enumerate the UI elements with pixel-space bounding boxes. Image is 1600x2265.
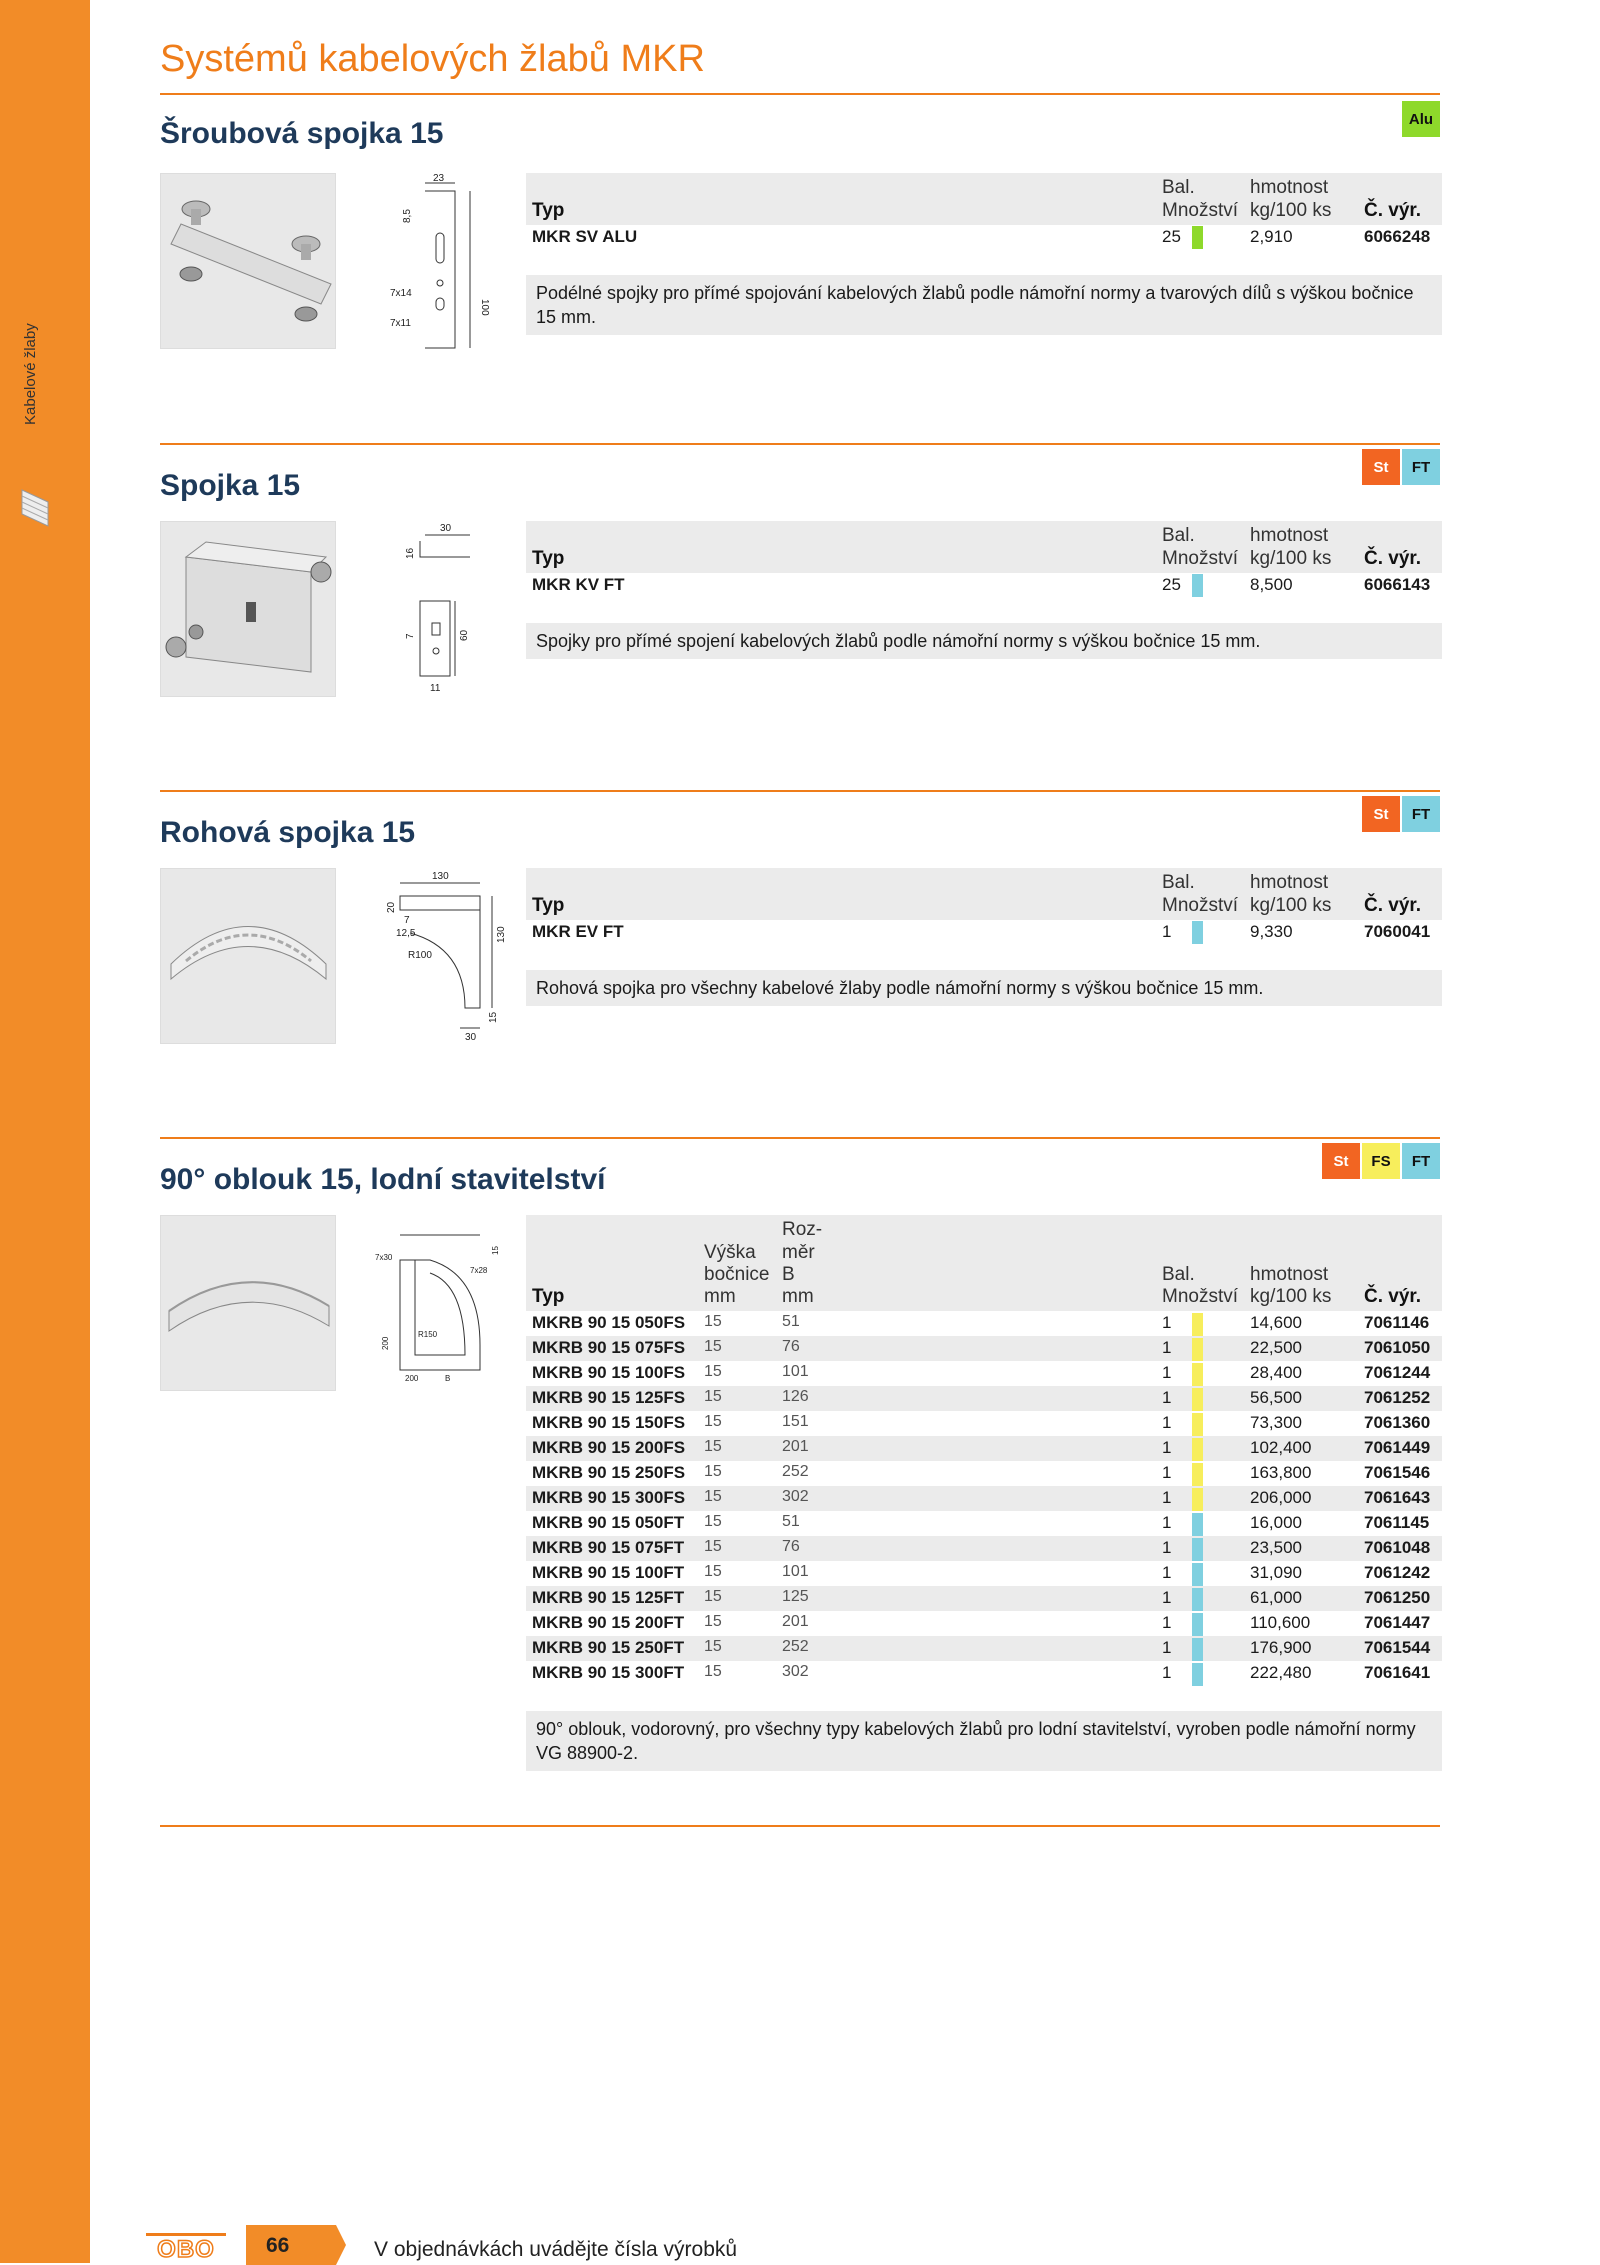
weight-cell: 14,600 (1250, 1313, 1302, 1332)
weight-cell: 61,000 (1250, 1588, 1302, 1607)
pack-cell: 1 (1162, 1538, 1172, 1557)
height-cell: 15 (704, 1438, 722, 1455)
width-cell: 151 (782, 1413, 809, 1430)
article-number-cell: 7061048 (1364, 1538, 1431, 1557)
obo-logo (146, 2233, 226, 2261)
weight-cell: 73,300 (1250, 1413, 1302, 1432)
width-cell: 302 (782, 1663, 809, 1680)
weight-cell: 23,500 (1250, 1538, 1302, 1557)
technical-drawing (360, 868, 510, 1053)
width-cell: 126 (782, 1388, 809, 1405)
pack-cell: 1 (1162, 1363, 1172, 1382)
page-number: 66 (266, 2234, 290, 2257)
width-cell: 76 (782, 1538, 800, 1555)
section-rule (160, 1137, 1440, 1139)
table-row: MKR SV ALU 25 2,910 6066248 (526, 225, 1442, 250)
table-row (526, 1536, 1442, 1561)
article-number-cell: 7061447 (1364, 1613, 1431, 1632)
dim-label: 7 (404, 915, 410, 926)
dim-label: 8,5 (402, 209, 413, 223)
footer-note: V objednávkách uvádějte čísla výrobků (374, 2238, 738, 2261)
height-cell: 15 (704, 1513, 722, 1530)
pack-cell: 1 (1162, 1513, 1172, 1532)
height-cell: 15 (704, 1363, 722, 1380)
dim-label: 30 (465, 1032, 477, 1043)
table-row (526, 1336, 1442, 1361)
typ-cell: MKRB 90 15 050FS (532, 1313, 686, 1332)
dim-label: 7x28 (470, 1266, 488, 1275)
width-cell: 76 (782, 1338, 800, 1355)
product-description: Spojky pro přímé spojení kabelových žlabů podle námořní normy s výškou bočnice 15 mm. (526, 623, 1442, 659)
badge-st: St (1322, 1143, 1360, 1179)
finish-stripe (1192, 1413, 1203, 1436)
height-cell: 15 (704, 1663, 722, 1680)
dim-label: 200 (381, 1336, 390, 1350)
dim-label: 7x11 (390, 318, 411, 329)
table-row (526, 1661, 1442, 1686)
dim-label: 23 (433, 173, 445, 184)
article-number-cell: 7061544 (1364, 1638, 1431, 1657)
sidebar (0, 0, 90, 2263)
dim-label: 7x30 (375, 1253, 393, 1262)
pack-cell: 1 (1162, 1613, 1172, 1632)
height-cell: 15 (704, 1613, 722, 1630)
section-title: Šroubová spojka 15 (160, 117, 444, 150)
badge-ft: FT (1402, 449, 1440, 485)
pack-cell: 1 (1162, 1463, 1172, 1482)
dim-label: 130 (432, 871, 449, 882)
weight-cell: 110,600 (1250, 1613, 1311, 1632)
dim-label: 15 (488, 1011, 499, 1023)
weight-cell: 28,400 (1250, 1363, 1302, 1382)
dim-label: 60 (459, 629, 470, 641)
section-sroubova-spojka (160, 95, 1442, 335)
badge-fs: FS (1362, 1143, 1400, 1179)
section-rule (160, 443, 1440, 445)
finish-stripe (1192, 1438, 1203, 1461)
dim-label: 12,5 (396, 928, 416, 939)
product-table (526, 521, 1442, 598)
table-row (526, 1386, 1442, 1411)
weight-cell: 163,800 (1250, 1463, 1312, 1482)
dim-label: 30 (440, 523, 452, 534)
dim-label: R100 (408, 950, 432, 961)
pack-cell: 1 (1162, 1638, 1172, 1657)
typ-cell: MKRB 90 15 300FS (532, 1488, 686, 1507)
weight-cell: 176,900 (1250, 1638, 1312, 1657)
article-number-cell: 7061242 (1364, 1563, 1431, 1582)
section-title: Rohová spojka 15 (160, 816, 416, 849)
height-cell: 15 (704, 1413, 722, 1430)
table-row (526, 1361, 1442, 1386)
finish-stripe (1192, 1538, 1203, 1561)
table-row (526, 1586, 1442, 1611)
badge-ft: FT (1402, 796, 1440, 832)
table-row (526, 1611, 1442, 1636)
material-badges (1322, 1143, 1440, 1179)
product-photo (160, 868, 336, 1044)
height-cell: 15 (704, 1638, 722, 1655)
section-oblouk (160, 1137, 1442, 1797)
dim-label: R150 (418, 1330, 438, 1339)
product-description: Rohová spojka pro všechny kabelové žlaby podle námořní normy s výškou bočnice 15 mm. (526, 970, 1442, 1006)
typ-cell: MKRB 90 15 200FT (532, 1613, 685, 1632)
page-title: Systémů kabelových žlabů MKR (160, 38, 705, 80)
width-cell: 201 (782, 1613, 809, 1630)
table-row (526, 1636, 1442, 1661)
stripe-alu (1192, 226, 1203, 249)
table-row (526, 1561, 1442, 1586)
article-number-cell: 7061643 (1364, 1488, 1431, 1507)
dim-label: 7x14 (390, 288, 412, 299)
table-row (526, 1486, 1442, 1511)
section-title: 90° oblouk 15, lodní stavitelství (160, 1163, 606, 1196)
height-cell: 15 (704, 1563, 722, 1580)
product-photo (160, 521, 336, 697)
width-cell: 252 (782, 1463, 809, 1480)
section-spojka (160, 443, 1442, 703)
height-cell: 15 (704, 1313, 722, 1330)
material-badges (1362, 796, 1440, 832)
table-header: Roz- Výška měr bočnice B Bal. hmotnost Typ mm mm Množství kg/100 ks Č. výr. (526, 1215, 1442, 1311)
weight-cell: 31,090 (1250, 1563, 1302, 1582)
material-badges (1402, 101, 1440, 137)
typ-cell: MKRB 90 15 075FS (532, 1338, 686, 1357)
finish-stripe (1192, 1588, 1203, 1611)
article-number-cell: 7061244 (1364, 1363, 1431, 1382)
article-number-cell: 7061145 (1364, 1513, 1430, 1532)
table-row: MKR KV FT 25 8,500 6066143 (526, 573, 1442, 598)
dim-label: 16 (405, 547, 416, 559)
badge-ft: FT (1402, 1143, 1440, 1179)
product-photo (160, 1215, 336, 1391)
typ-cell: MKRB 90 15 250FT (532, 1638, 685, 1657)
cable-tray-icon (18, 488, 52, 528)
finish-stripe (1192, 1563, 1203, 1586)
finish-stripe (1192, 1488, 1203, 1511)
technical-drawing (370, 173, 500, 353)
dim-label: 7 (405, 633, 416, 639)
typ-cell: MKRB 90 15 150FS (532, 1413, 686, 1432)
sidebar-label: Kabelové žlaby (22, 323, 39, 425)
finish-stripe (1192, 1463, 1203, 1486)
article-number-cell: 7061252 (1364, 1388, 1431, 1407)
dim-label: 100 (479, 299, 490, 316)
width-cell: 51 (782, 1513, 800, 1530)
height-cell: 15 (704, 1338, 722, 1355)
dim-label: 15 (491, 1246, 500, 1255)
dim-label: 11 (430, 683, 441, 694)
typ-cell: MKRB 90 15 125FT (532, 1588, 685, 1607)
typ-cell: MKRB 90 15 250FS (532, 1463, 686, 1482)
pack-cell: 1 (1162, 1388, 1172, 1407)
table-body (526, 1311, 1442, 1686)
typ-cell: MKRB 90 15 075FT (532, 1538, 685, 1557)
pack-cell: 1 (1162, 1563, 1172, 1582)
article-number-cell: 7061250 (1364, 1588, 1431, 1607)
product-table (526, 868, 1442, 945)
pack-cell: 1 (1162, 1313, 1172, 1332)
weight-cell: 16,000 (1250, 1513, 1302, 1532)
table-row (526, 1311, 1442, 1336)
typ-cell: MKRB 90 15 100FS (532, 1363, 686, 1382)
typ-cell: MKRB 90 15 300FT (532, 1663, 685, 1682)
height-cell: 15 (704, 1388, 722, 1405)
finish-stripe (1192, 1513, 1203, 1536)
height-cell: 15 (704, 1538, 722, 1555)
product-description: 90° oblouk, vodorovný, pro všechny typy kabelových žlabů pro lodní stavitelství, vyroben podle námořní normy VG 88900-2. (526, 1711, 1442, 1771)
svg-text:OBO: OBO (157, 2236, 215, 2261)
technical-drawing (360, 1215, 510, 1385)
badge-st: St (1362, 449, 1400, 485)
weight-cell: 222,480 (1250, 1663, 1312, 1682)
typ-cell: MKRB 90 15 125FS (532, 1388, 686, 1407)
width-cell: 201 (782, 1438, 809, 1455)
dim-label: 130 (496, 926, 507, 943)
typ-cell: MKRB 90 15 050FT (532, 1513, 685, 1532)
article-number-cell: 7061449 (1364, 1438, 1431, 1457)
technical-drawing (370, 521, 500, 701)
weight-cell: 56,500 (1250, 1388, 1302, 1407)
product-table (526, 1215, 1442, 1686)
table-row (526, 1436, 1442, 1461)
pack-cell: 1 (1162, 1338, 1172, 1357)
stripe-ft (1192, 574, 1203, 597)
badge-st: St (1362, 796, 1400, 832)
table-row: MKR EV FT 1 9,330 7060041 (526, 920, 1442, 945)
product-table (526, 173, 1442, 250)
table-header: Bal. hmotnost Typ Množství kg/100 ks Č. výr. (526, 521, 1442, 573)
article-number-cell: 7061546 (1364, 1463, 1431, 1482)
weight-cell: 102,400 (1250, 1438, 1312, 1457)
weight-cell: 206,000 (1250, 1488, 1312, 1507)
section-title: Spojka 15 (160, 469, 301, 502)
width-cell: 101 (782, 1363, 809, 1380)
article-number-cell: 7061050 (1364, 1338, 1431, 1357)
article-number-cell: 7061360 (1364, 1413, 1431, 1432)
width-cell: 125 (782, 1588, 809, 1605)
finish-stripe (1192, 1313, 1203, 1336)
table-row (526, 1511, 1442, 1536)
bottom-rule (160, 1825, 1440, 1827)
section-rule (160, 790, 1440, 792)
table-header: Bal. hmotnost Typ Množství kg/100 ks Č. výr. (526, 868, 1442, 920)
finish-stripe (1192, 1363, 1203, 1386)
pack-cell: 1 (1162, 1488, 1172, 1507)
typ-cell: MKRB 90 15 100FT (532, 1563, 685, 1582)
finish-stripe (1192, 1638, 1203, 1661)
width-cell: 302 (782, 1488, 809, 1505)
pack-cell: 1 (1162, 1663, 1172, 1682)
finish-stripe (1192, 1663, 1203, 1686)
width-cell: 252 (782, 1638, 809, 1655)
section-rohova-spojka (160, 790, 1442, 1050)
page-number-tab (246, 2225, 346, 2265)
finish-stripe (1192, 1338, 1203, 1361)
pack-cell: 1 (1162, 1413, 1172, 1432)
dim-label: B (445, 1374, 451, 1383)
pack-cell: 1 (1162, 1588, 1172, 1607)
article-number-cell: 7061641 (1364, 1663, 1431, 1682)
product-photo (160, 173, 336, 349)
table-row (526, 1411, 1442, 1436)
badge-alu: Alu (1402, 101, 1440, 137)
table-row (526, 1461, 1442, 1486)
height-cell: 15 (704, 1588, 722, 1605)
dim-label: 20 (386, 901, 397, 913)
height-cell: 15 (704, 1488, 722, 1505)
article-number-cell: 7061146 (1364, 1313, 1430, 1332)
table-header: Bal. hmotnost Typ Množství kg/100 ks Č. výr. (526, 173, 1442, 225)
width-cell: 51 (782, 1313, 800, 1330)
material-badges (1362, 449, 1440, 485)
product-description: Podélné spojky pro přímé spojování kabelových žlabů podle námořní normy a tvarových dílů s výškou bočnice 15 mm. (526, 275, 1442, 335)
typ-cell: MKRB 90 15 200FS (532, 1438, 686, 1457)
width-cell: 101 (782, 1563, 809, 1580)
pack-cell: 1 (1162, 1438, 1172, 1457)
dim-label: 200 (405, 1374, 419, 1383)
finish-stripe (1192, 1388, 1203, 1411)
weight-cell: 22,500 (1250, 1338, 1302, 1357)
finish-stripe (1192, 1613, 1203, 1636)
stripe-ft (1192, 921, 1203, 944)
height-cell: 15 (704, 1463, 722, 1480)
